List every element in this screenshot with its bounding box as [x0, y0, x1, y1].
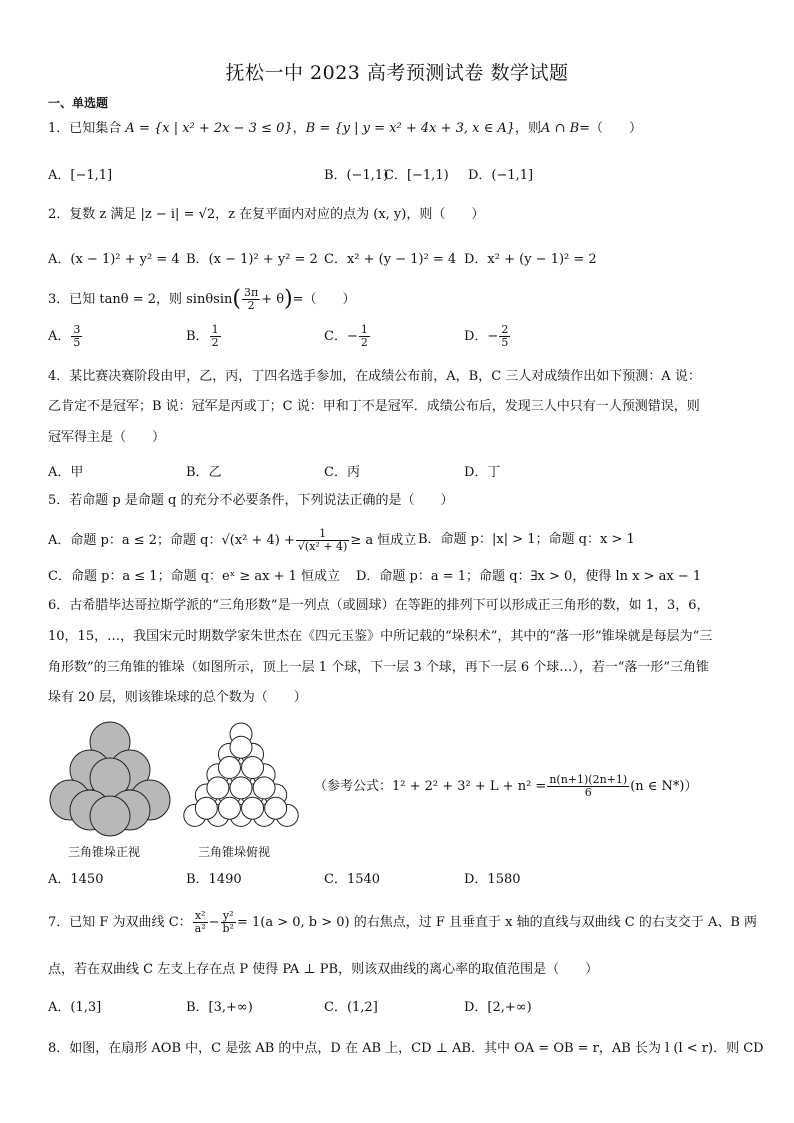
- q5-option-d: D．命题 p：a = 1；命题 q：∃x > 0，使得 ln x > ax − 1: [356, 569, 702, 584]
- q1-stem-a: 1．已知集合: [48, 121, 122, 136]
- q1-option-b: B．(−1,1): [324, 168, 389, 183]
- q1-set-b: B = {y | y = x² + 4x + 3, x ∈ A}: [305, 121, 516, 136]
- q3-a-den: 5: [73, 336, 81, 349]
- q1-stem-c: =（ ）: [579, 121, 643, 136]
- ball: [218, 757, 240, 779]
- ball: [242, 797, 264, 819]
- q6-option-d: D．1580: [464, 872, 521, 887]
- question-1-stem: 1．已知集合 A = {x | x² + 2x − 3 ≤ 0}，B = {y | y = x² + 4x + 3, x ∈ A}，则A ∩ B=（ ）: [48, 121, 643, 136]
- q5-a-den: √(x² + 4): [297, 540, 348, 553]
- q3-c-num: 1: [360, 323, 368, 336]
- q3-option-d: [464, 324, 511, 349]
- q6-ref-den: 6: [584, 786, 592, 799]
- pyramid-front-view-figure: [46, 718, 174, 838]
- q5-option-a: [48, 528, 416, 553]
- q5-a-num: 1: [296, 528, 349, 541]
- section-heading: 一、单选题: [48, 96, 109, 110]
- question-7-stem: [48, 910, 757, 935]
- q5-option-c: C．命题 p：a ≤ 1；命题 q：eˣ ≥ ax + 1 恒成立: [48, 569, 341, 584]
- q1-expr: A ∩ B: [541, 121, 580, 136]
- q7-stem-b: = 1(a > 0, b > 0) 的右焦点，过 F 且垂直于 x 轴的直线与双曲线 C 的右支交于 A、B 两: [236, 915, 758, 930]
- q1-option-d: D．(−1,1]: [468, 168, 534, 183]
- q5-a-tail: ≥ a 恒成立: [350, 533, 417, 548]
- question-5-stem: 5．若命题 p 是命题 q 的充分不必要条件，下列说法正确的是（ ）: [48, 493, 454, 508]
- q4-option-b: B．乙: [186, 465, 222, 480]
- q2-option-d: D．x² + (y − 1)² = 2: [464, 252, 597, 267]
- q7-stem-a: 7．已知 F 为双曲线 C：: [48, 915, 192, 930]
- q4-line-2: 乙肯定不是冠军；B 说：冠军是丙或丁；C 说：甲和丁不是冠军．成绩公布后，发现三人中只有一人预测错误，则: [48, 399, 700, 414]
- q6-option-c: C．1540: [324, 872, 381, 887]
- q3-option-c: [324, 324, 371, 349]
- caption-front-view: 三角锥垛正视: [68, 845, 141, 859]
- q2-option-c: C．x² + (y − 1)² = 4: [324, 252, 457, 267]
- q7-option-a: A．(1,3]: [48, 1000, 102, 1015]
- q3-b-num: 1: [211, 323, 219, 336]
- ball: [230, 736, 252, 758]
- q3-stem-c: =（ ）: [292, 292, 356, 307]
- ball: [90, 796, 130, 836]
- ball: [218, 797, 240, 819]
- q1-stem-b: ，则: [515, 121, 542, 136]
- q3-stem-a: 3．已知 tanθ = 2，则 sinθsin: [48, 292, 233, 307]
- q7-f1-num: x²: [193, 910, 208, 923]
- q5-a-radical: √(x² + 4) +: [221, 533, 295, 548]
- q6-option-b: B．1490: [186, 872, 242, 887]
- q3-option-a: [48, 324, 83, 349]
- q7-f2-num: y²: [221, 910, 236, 923]
- q3-b-den: 2: [211, 336, 219, 349]
- q3-frac-den: 2: [247, 299, 255, 312]
- question-2-stem: 2．复数 z 满足 |z − i| = √2，z 在复平面内对应的点为 (x, y)，则（ ）: [48, 207, 485, 222]
- q6-option-a: A．1450: [48, 872, 104, 887]
- q4-option-c: C．丙: [324, 465, 360, 480]
- q7-option-c: C．(1,2]: [324, 1000, 378, 1015]
- q6-line-1: 6．古希腊毕达哥拉斯学派的“三角形数”是一列点（或圆球）在等距的排列下可以形成正三角形的数，如 1，3，6，: [48, 598, 710, 613]
- q4-option-a: A．甲: [48, 465, 84, 480]
- q7-option-b: B．[3,+∞): [186, 1000, 253, 1015]
- q2-option-a: A．(x − 1)² + y² = 4: [48, 252, 180, 267]
- q6-ref-right: (n ∈ N*)）: [630, 779, 698, 794]
- q3-c-label: C．−: [324, 329, 358, 344]
- q6-line-3: 角形数”的三角锥的锥垛（如图所示，顶上一层 1 个球，下一层 3 个球，再下一层 6 个球…），若一“落一形”三角锥: [48, 660, 710, 675]
- ball: [207, 777, 229, 799]
- caption-top-view: 三角锥垛俯视: [198, 845, 271, 859]
- q3-a-num: 3: [73, 323, 81, 336]
- q3-d-den: 5: [501, 336, 509, 349]
- q4-option-d: D．丁: [464, 465, 501, 480]
- q6-line-4: 垛有 20 层，则该锥垛球的总个数为（ ）: [48, 690, 307, 705]
- question-3-stem: 3．已知 tanθ = 2，则 sinθsin( $\frac{3\pi}{2}$ + θ)=（ ）: [48, 286, 356, 312]
- q4-line-3: 冠军得主是（ ）: [48, 430, 166, 445]
- q1-option-c: C．[−1,1): [384, 168, 449, 183]
- q7-option-d: D．[2,+∞): [464, 1000, 532, 1015]
- q6-ref-num: n(n+1)(2n+1): [549, 773, 628, 786]
- q6-reference-formula: [314, 774, 697, 799]
- q3-frac-num: 3π: [243, 286, 259, 299]
- q8-line-1: 8．如图，在扇形 AOB 中，C 是弦 AB 的中点，D 在 AB 上，CD ⊥ AB．其中 OA = OB = r，AB 长为 l (l < r)．则 CD: [48, 1041, 764, 1056]
- ball: [242, 757, 264, 779]
- q1-set-a: A = {x | x² + 2x − 3 ≤ 0}: [125, 121, 293, 136]
- q1-option-a: A．[−1,1]: [48, 168, 113, 183]
- q6-line-2: 10，15，…，我国宋元时期数学家朱世杰在《四元玉鉴》中所记载的“垛积术”，其中的“落一形”锥垛就是每层为“三: [48, 629, 713, 644]
- q3-fraction: [242, 287, 260, 312]
- q6-ref-left: （参考公式：1² + 2² + 3² + L + n² =: [314, 779, 547, 794]
- q3-b-label: B．: [186, 329, 209, 344]
- q7-minus: −: [208, 915, 220, 930]
- ball: [265, 797, 287, 819]
- q5-option-b: B．命题 p：|x| > 1；命题 q：x > 1: [418, 532, 635, 547]
- q4-line-1: 4．某比赛决赛阶段由甲，乙，丙，丁四名选手参加，在成绩公布前，A，B，C 三人对成绩作出如下预测：A 说：: [48, 369, 701, 384]
- q3-a-label: A．: [48, 329, 71, 344]
- q7-line-2: 点，若在双曲线 C 左支上存在点 P 使得 PA ⊥ PB，则该双曲线的离心率的取值范围是（ ）: [48, 962, 599, 977]
- q3-d-label: D．−: [464, 329, 499, 344]
- q3-stem-b: + θ: [261, 292, 285, 307]
- ball: [230, 777, 252, 799]
- ball: [253, 777, 275, 799]
- q5-a-text: A．命题 p：a ≤ 2；命题 q：: [48, 533, 222, 548]
- page-title: 抚松一中 2023 高考预测试卷 数学试题: [225, 62, 569, 84]
- q7-f1-den: a²: [194, 922, 206, 935]
- q2-option-b: B．(x − 1)² + y² = 2: [186, 252, 318, 267]
- q7-f2-den: b²: [222, 922, 234, 935]
- pyramid-top-view-figure: [172, 714, 310, 838]
- q3-d-num: 2: [501, 323, 509, 336]
- q3-c-den: 2: [360, 336, 368, 349]
- q3-option-b: [186, 324, 222, 349]
- ball: [195, 797, 217, 819]
